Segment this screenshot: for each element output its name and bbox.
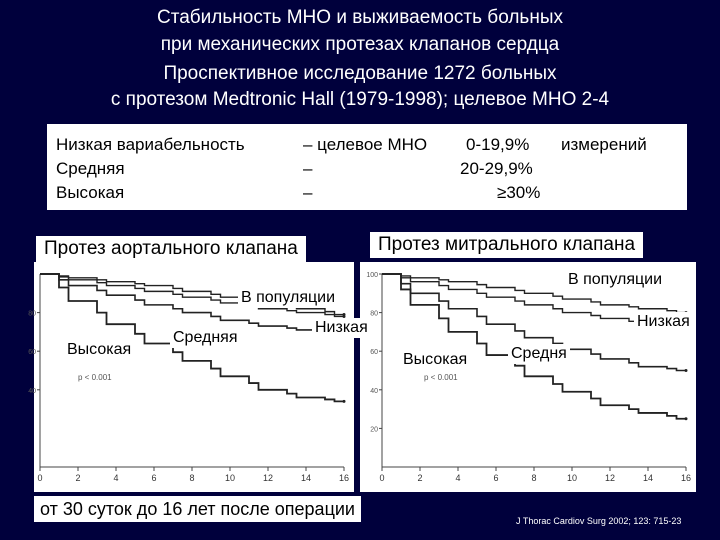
x-tick-label: 0: [37, 473, 43, 483]
y-tick-label: 80: [28, 310, 36, 318]
x-tick-label: 8: [531, 473, 537, 483]
level-name: Средняя: [56, 159, 125, 178]
level-range: ≥30%: [497, 183, 541, 202]
x-tick-label: 14: [642, 473, 654, 483]
citation: J Thorac Cardiov Surg 2002; 123: 715-23: [516, 516, 682, 526]
x-tick-label: 14: [300, 473, 312, 483]
aortic-label-population: В популяции: [238, 288, 338, 308]
mitral-plot-area: [360, 262, 696, 492]
variability-levels-box: [47, 124, 687, 210]
mitral-label-population: В популяции: [565, 270, 665, 290]
x-tick-label: 6: [493, 473, 499, 483]
y-tick-label: 60: [370, 349, 378, 357]
x-tick-label: 8: [189, 473, 195, 483]
x-tick-label: 2: [417, 473, 423, 483]
level-range: 20-29,9%: [460, 159, 533, 178]
x-tick-label: 6: [151, 473, 157, 483]
aortic-label-low: Низкая: [312, 318, 371, 338]
x-tick-label: 12: [604, 473, 616, 483]
y-tick-label: 20: [370, 426, 378, 434]
level-dash: –: [303, 159, 313, 178]
curve-end-point: [685, 417, 688, 420]
mitral-panel-title: Протез митрального клапана: [370, 232, 643, 258]
x-tick-label: 16: [680, 473, 692, 483]
y-tick-label: 40: [28, 387, 36, 395]
aortic-panel-title: Протез аортального клапана: [36, 236, 306, 262]
p-value-label: p < 0.001: [78, 373, 112, 382]
x-tick-label: 10: [224, 473, 236, 483]
x-tick-label: 2: [75, 473, 81, 483]
slide-title-line4: с протезом Medtronic Hall (1979-1998); целевое МНО 2-4: [110, 89, 610, 110]
x-tick-label: 12: [262, 473, 274, 483]
p-value-label: p < 0.001: [424, 373, 458, 382]
x-tick-label: 0: [379, 473, 385, 483]
curve-end-point: [685, 369, 688, 372]
aortic-label-medium: Средняя: [170, 328, 241, 348]
level-name: Высокая: [56, 183, 125, 202]
slide-title-line2: при механических протезах клапанов сердца: [160, 34, 560, 55]
x-tick-label: 16: [338, 473, 350, 483]
mitral-label-medium: Средня: [508, 344, 570, 364]
x-tick-label: 4: [455, 473, 461, 483]
level-range: 0-19,9%: [466, 135, 530, 154]
aortic-label-high: Высокая: [64, 340, 134, 360]
y-tick-label: 100: [366, 272, 378, 279]
y-tick-label: 80: [370, 310, 378, 318]
level-note: измерений: [561, 135, 647, 154]
y-tick-label: 40: [370, 387, 378, 395]
mitral-survival-chart: [360, 262, 696, 492]
curve-end-point: [343, 400, 346, 403]
mitral-label-high: Высокая: [400, 350, 470, 370]
slide-title-line1: Стабильность МНО и выживаемость больных: [157, 7, 563, 28]
level-dash: – целевое МНО: [303, 135, 428, 154]
level-name: Низкая вариабельность: [56, 135, 245, 154]
level-dash: –: [303, 183, 313, 202]
slide-title-line3: Проспективное исследование 1272 больных: [163, 63, 557, 84]
y-tick-label: 60: [28, 349, 36, 357]
mitral-label-low: Низкая: [634, 312, 693, 332]
x-tick-label: 4: [113, 473, 119, 483]
time-range-caption: от 30 суток до 16 лет после операции: [34, 496, 361, 522]
x-tick-label: 10: [566, 473, 578, 483]
